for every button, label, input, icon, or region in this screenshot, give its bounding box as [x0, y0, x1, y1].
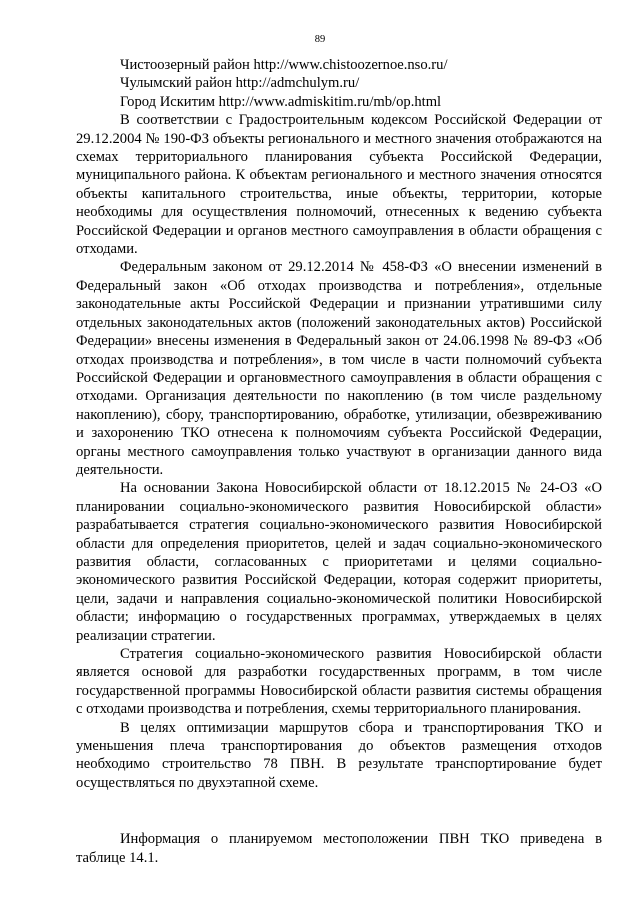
document-body: [76, 56, 602, 867]
paragraph-gradostroitelny-kodeks: В соответствии с Градостроительным кодексом Российской Федерации от 29.12.2004 № 190-ФЗ объекты регионального и местного значения отображаются на схемах территориального планирования субъекта Российской Федерации, муниципального района. К объектам регионального и местного значения относятся объекты капитального строительства, иные объекты, территории, которые необходимы для осуществления полномочий, отнесенных к ведению субъекта Российской Федерации и органов местного самоуправления в области обращения с отходами.: [76, 112, 602, 258]
paragraph-federal-law-458: Федеральным законом от 29.12.2014 № 458-ФЗ «О внесении изменений в Федеральный закон «Об отходах производства и потребления», отдельные законодательные акты Российской Федерации и признании утратившими силу отдельных законодательных актов (положений законодательных актов) Российской Федерации» внесены изменения в Федеральный закон от 24.06.1998 № 89-ФЗ «Об отходах производства и потребления», в том числе в части полномочий субъекта Российской Федерации и органовместного самоуправления в области обращения с отходами. Организация деятельности по накоплению (в том числе раздельному накоплению), сбору, транспортированию, обработке, утилизации, обезвреживанию и захоронению ТКО отнесена к полномочиям субъекта Российской Федерации, органы местного самоуправления только участвуют в организации данного вида деятельности.: [76, 259, 602, 478]
link-line-chulym: Чулымский район http://admchulym.ru/: [120, 75, 360, 92]
link-line-chistoozerny: Чистоозерный район http://www.chistoozernoe.nso.ru/: [120, 57, 448, 73]
paragraph-table-reference: Информация о планируемом местоположении ПВН ТКО приведена в таблице 14.1.: [76, 831, 602, 866]
paragraph-strategy: Стратегия социально-экономического развития Новосибирской области является основой для разработки государственных программ, в том числе государственной программы Новосибирской области развития системы обращения с отходами производства и потребления, схемы территориального планирования.: [76, 646, 602, 718]
page-number: 89: [314, 34, 326, 45]
link-line-iskitim: Город Искитим http://www.admiskitim.ru/mb/op.html: [120, 93, 442, 110]
paragraph-pvn-construction: В целях оптимизации маршрутов сбора и транспортирования ТКО и уменьшения плеча транспортирования до объектов размещения отходов необходимо строительство 78 ПВН. В результате транспортирование будет осуществляться по двухэтапной схеме.: [76, 719, 602, 791]
paragraph-regional-law-24: На основании Закона Новосибирской области от 18.12.2015 № 24-ОЗ «О планировании социально-экономического развития Новосибирской области» разрабатывается стратегия социально-экономического развития Новосибирской области для определения приоритетов, целей и задач социально-экономического развития области, согласованных с приоритетами и целями социально-экономического развития Российской Федерации, которая содержит приоритеты, цели, задачи и направления социально-экономической политики Новосибирской области; информацию о государственных программах, утверждаемых в целях реализации стратегии.: [76, 480, 602, 644]
paragraph-gap: [76, 792, 602, 830]
